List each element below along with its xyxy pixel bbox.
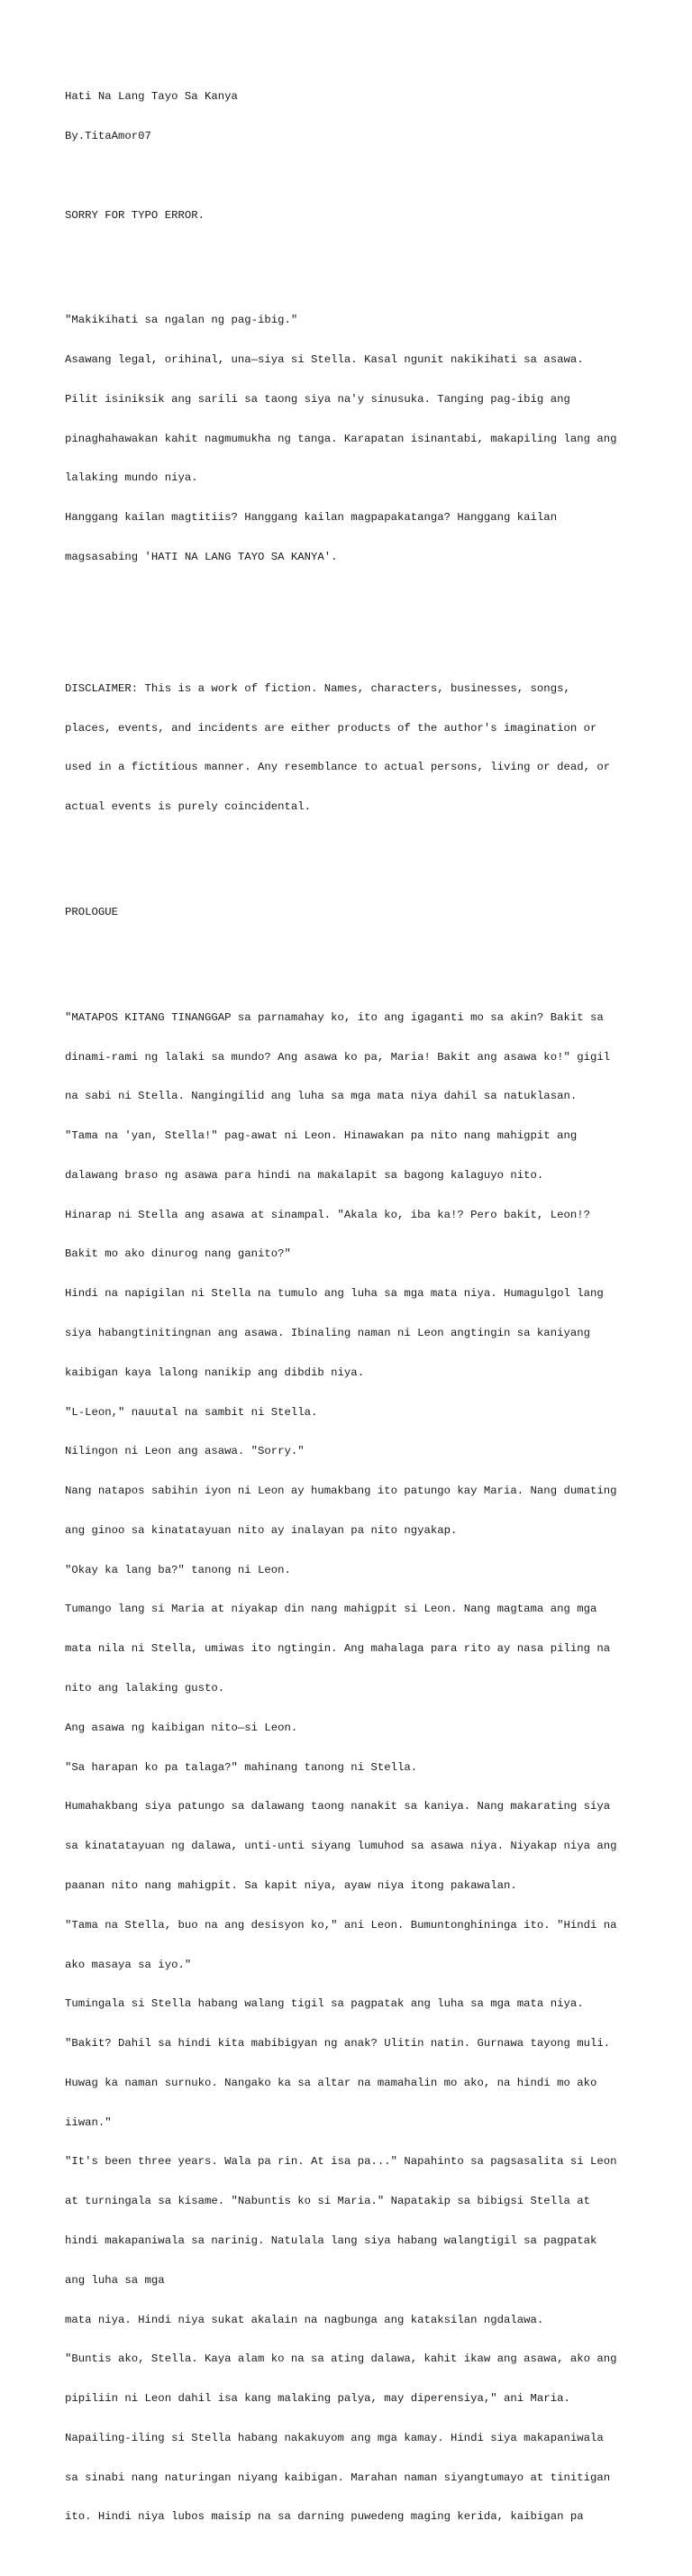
blank-line [65,866,642,880]
blurb-line: Hanggang kailan magtitiis? Hanggang kailan magpapakatanga? Hanggang kailan [65,511,558,525]
blurb-section [65,288,642,590]
prologue-line: Nilingon ni Leon ang asawa. "Sorry." [65,1445,305,1458]
blurb-line: Asawang legal, orihinal, una—siya si Stella. Kasal ngunit nakikihati sa asawa. [65,353,584,367]
blurb-line: Pilit isiniksik ang sarili sa taong siya na'y sinusuka. Tanging pag-ibig ang [65,392,570,406]
prologue-line: Humahakbang siya patungo sa dalawang taong nanakit sa kaniya. Nang makarating siya [65,1800,611,1813]
blank-line [65,169,642,183]
typo-note: SORRY FOR TYPO ERROR. [65,208,205,222]
blank-line [65,248,642,261]
prologue-line: sa sinabi nang naturingan niyang kaibigan. Marahan naman siyangtumayo at tinitigan [65,2471,611,2484]
disclaimer-line: used in a fictitious manner. Any resemblance to actual persons, living or dead, or [65,761,611,774]
prologue-line: "It's been three years. Wala pa rin. At isa pa..." Napahinto sa pagsasalita si Leon [65,2155,617,2169]
prologue-line: dinami-rami ng lalaki sa mundo? Ang asawa ko pa, Maria! Bakit ang asawa ko!" gigil [65,1050,611,1064]
prologue-line: Napailing-iling si Stella habang nakakuyom ang mga kamay. Hindi siya makapaniwala [65,2431,604,2444]
prologue-line: Hinarap ni Stella ang asawa at sinampal. "Akala ko, iba ka!? Pero bakit, Leon!? [65,1208,590,1221]
prologue-line: iiwan." [65,2115,112,2129]
prologue-line: Tumango lang si Maria at niyakap din nang mahigpit si Leon. Nang magtama ang mga [65,1603,597,1616]
blank-line [65,617,642,630]
blurb-line: "Makikihati sa ngalan ng pag-ibig." [65,314,298,327]
blurb-line: lalaking mundo niya. [65,471,198,485]
prologue-line: siya habangtinitingnan ang asawa. Ibinaling naman ni Leon angtingin sa kaniyang [65,1327,590,1339]
prologue-line: ang ginoo sa kinatatayuan nito ay inalayan pa nito ngyakap. [65,1523,458,1537]
prologue-line: dalawang braso ng asawa para hindi na makalapit sa bagong kalaguyo nito. [65,1168,544,1182]
disclaimer-line: actual events is purely coincidental. [65,800,312,814]
prologue-line: ako masaya sa iyo." [65,1958,192,1971]
prologue-line: ito. Hindi niya lubos maisip na sa darning puwedeng maging kerida, kaibigan pa [65,2510,584,2524]
prologue-line: at turningala sa kisame. "Nabuntis ko si Maria." Napatakip sa bibigsi Stella at [65,2195,590,2208]
prologue-line: "Sa harapan ko pa talaga?" mahinang tanong ni Stella. [65,1760,418,1774]
prologue-line: ang luha sa mga [65,2273,165,2287]
prologue-line: kaibigan kaya lalong nanikip ang dibdib niya. [65,1366,365,1379]
prologue-line: "Tama na Stella, buo na ang desisyon ko," ani Leon. Bumuntonghininga ito. "Hindi na [65,1918,617,1932]
prologue-line: sa kinatatayuan ng dalawa, unti-unti siyang lumuhod sa asawa niya. Niyakap niya ang [65,1840,617,1853]
prologue-line: hindi makapaniwala sa narinig. Natulala lang siya habang walangtigil sa pagpatak [65,2233,597,2247]
prologue-line: Bakit mo ako dinurog nang ganito?" [65,1247,291,1261]
prologue-line: Huwag ka naman surnuko. Nangako ka sa altar na mamahalin mo ako, na hindi mo ako [65,2076,597,2089]
blank-line [65,945,642,959]
prologue-line: Hindi na napigilan ni Stella na tumulo ang luha sa mga mata niya. Humagulgol lang [65,1287,604,1301]
section-heading: PROLOGUE [65,906,119,918]
disclaimer-line: DISCLAIMER: This is a work of fiction. Names, characters, businesses, songs, [65,681,570,695]
prologue-line: na sabi ni Stella. Nangingilid ang luha sa mga mata niya dahil sa natuklasan. [65,1090,578,1103]
prologue-section [65,985,642,2551]
document-text [65,64,642,2576]
prologue-line: "Okay ka lang ba?" tanong ni Leon. [65,1563,291,1576]
document-author: By.TitaAmor07 [65,129,151,142]
prologue-line: nito ang lalaking gusto. [65,1682,225,1695]
prologue-line: pipiliin ni Leon dahil isa kang malaking palya, may diperensiya," ani Maria. [65,2392,570,2406]
prologue-line: "Buntis ako, Stella. Kaya alam ko na sa ating dalawa, kahit ikaw ang asawa, ako ang [65,2352,617,2366]
disclaimer-line: places, events, and incidents are either products of the author's imagination or [65,721,597,735]
prologue-line: mata niya. Hindi niya sukat akalain na nagbunga ang kataksilan ngdalawa. [65,2313,544,2326]
document-title: Hati Na Lang Tayo Sa Kanya [65,90,238,104]
prologue-line: Tumingala si Stella habang walang tigil sa pagpatak ang luha sa mga mata niya. [65,1997,584,2011]
prologue-line: "MATAPOS KITANG TINANGGAP sa parnamahay ko, ito ang igaganti mo sa akin? Bakit sa [65,1010,604,1024]
prologue-line: Ang asawa ng kaibigan nito—si Leon. [65,1721,298,1734]
prologue-line: paanan nito nang mahigpit. Sa kapit niya, ayaw niya itong pakawalan. [65,1878,517,1892]
prologue-line: "Tama na 'yan, Stella!" pag-awat ni Leon. Hinawakan pa nito nang mahigpit ang [65,1129,578,1143]
prologue-line: mata nila ni Stella, umiwas ito ngtingin. Ang mahalaga para rito ay nasa piling na [65,1642,611,1656]
prologue-line: "Bakit? Dahil sa hindi kita mabibigyan ng anak? Ulitin natin. Gurnawa tayong muli. [65,2037,611,2051]
prologue-line: Nang natapos sabihin iyon ni Leon ay humakbang ito patungo kay Maria. Nang dumating [65,1484,617,1498]
blurb-line: magsasabing 'HATI NA LANG TAYO SA KANYA'. [65,550,338,563]
prologue-line: "L-Leon," nauutal na sambit ni Stella. [65,1405,318,1419]
disclaimer-section [65,656,642,840]
blurb-line: pinaghahawakan kahit nagmumukha ng tanga. Karapatan isinantabi, makapiling lang ang [65,432,617,445]
